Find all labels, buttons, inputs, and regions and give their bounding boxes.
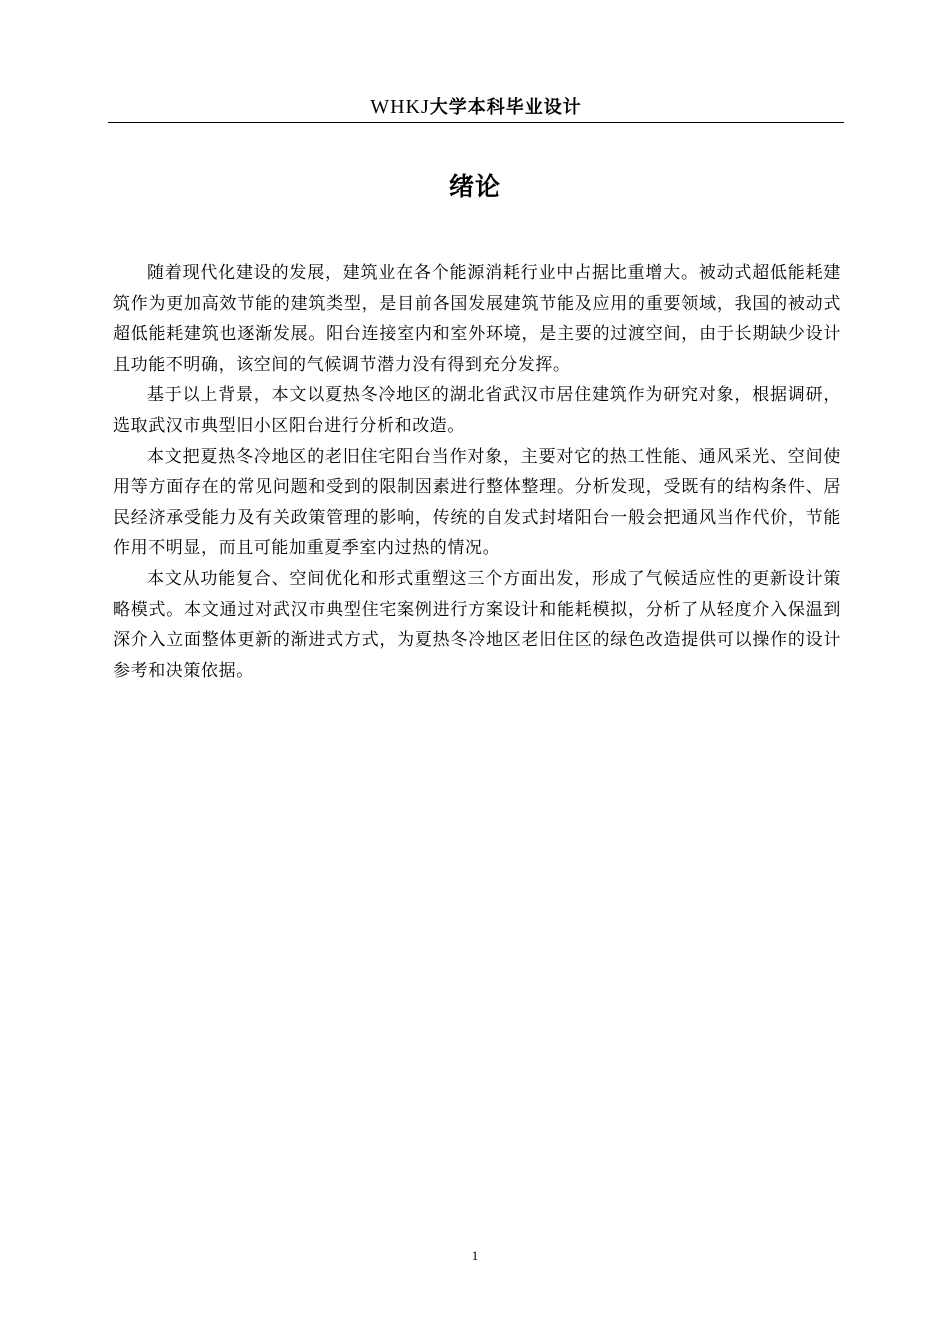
header-title-cjk: 大学本科毕业设计 [429,97,582,118]
paragraph: 本文从功能复合、空间优化和形式重塑这三个方面出发，形成了气候适应性的更新设计策略模式。本文通过对武汉市典型住宅案例进行方案设计和能耗模拟，分析了从轻度介入保温到深介入立面整体更新的渐进式方式，为夏热冬冷地区老旧住区的绿色改造提供可以操作的设计参考和决策依据。 [113,568,841,681]
paragraph: 基于以上背景，本文以夏热冬冷地区的湖北省武汉市居住建筑作为研究对象，根据调研，选取武汉市典型旧小区阳台进行分析和改造。 [113,385,841,436]
header-title-latin: WHKJ [370,96,430,118]
paragraph: 本文把夏热冬冷地区的老旧住宅阳台当作对象，主要对它的热工性能、通风采光、空间使用等方面存在的常见问题和受到的限制因素进行整体整理。分析发现，受既有的结构条件、居民经济承受能力及有关政策管理的影响，传统的自发式封堵阳台一般会把通风当作代价，节能作用不明显，而且可能加重夏季室内过热的情况。 [113,446,841,559]
body-text [113,258,841,686]
page-number: 1 [471,1248,479,1263]
page-header [108,92,844,123]
paragraph: 随着现代化建设的发展，建筑业在各个能源消耗行业中占据比重增大。被动式超低能耗建筑作为更加高效节能的建筑类型，是目前各国发展建筑节能及应用的重要领域，我国的被动式超低能耗建筑也逐渐发展。阳台连接室内和室外环境，是主要的过渡空间，由于长期缺少设计且功能不明确，该空间的气候调节潜力没有得到充分发挥。 [113,263,841,375]
header-title [370,96,582,119]
chapter-title: 绪论 [448,172,501,201]
